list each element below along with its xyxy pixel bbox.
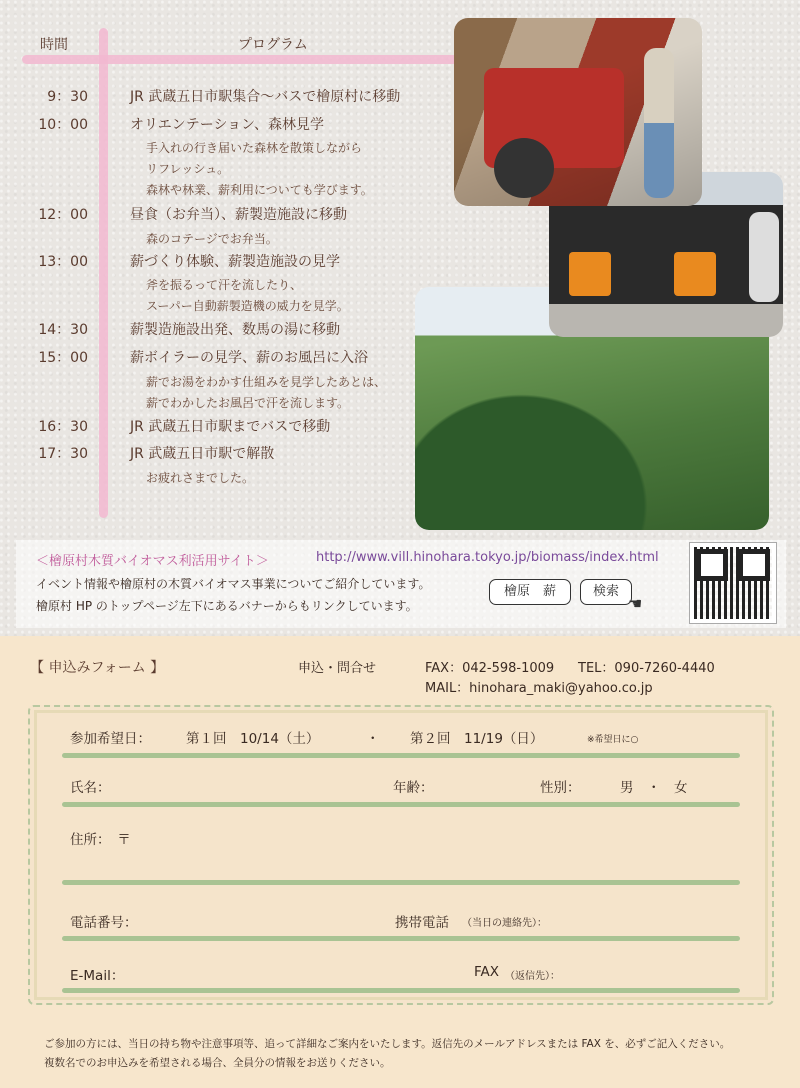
- program-cell: オリエンテーション、森林見学: [130, 117, 325, 133]
- website-url-link[interactable]: http://www.vill.hinohara.tokyo.jp/biomass/index.html: [316, 550, 659, 565]
- program-cell: JR 武蔵五日市駅までバスで移動: [130, 419, 331, 435]
- address-label: 住所： 〒: [70, 832, 131, 848]
- time-cell: 14：30: [38, 322, 88, 338]
- date-note: ※希望日に○: [587, 735, 639, 745]
- date-label: 参加希望日：: [70, 731, 151, 747]
- program-cell: 昼食（お弁当）、薪製造施設に移動: [130, 207, 347, 223]
- program-note: 森のコテージでお弁当。: [146, 232, 278, 246]
- program-note: スーパー自動薪製造機の威力を見学。: [146, 299, 349, 313]
- field-underline: [62, 753, 740, 758]
- contact-label: 申込・問合せ: [298, 661, 377, 676]
- time-cell: 13：00: [38, 254, 88, 270]
- tel-number: TEL：090-7260-4440: [578, 661, 715, 676]
- machine-wheel: [494, 138, 554, 198]
- program-cell: 薪ボイラーの見学、薪のお風呂に入浴: [130, 350, 368, 366]
- address-field[interactable]: [62, 880, 740, 885]
- water-tank: [749, 212, 779, 302]
- time-cell: 9：30: [47, 89, 88, 105]
- mobile-note: （当日の連絡先）：: [462, 918, 547, 929]
- time-cell: 12：00: [38, 207, 88, 223]
- program-note: リフレッシュ。: [146, 162, 230, 176]
- qr-code[interactable]: [690, 543, 776, 623]
- name-field[interactable]: [62, 802, 740, 807]
- program-note: お疲れさまでした。: [146, 471, 255, 485]
- program-cell: JR 武蔵五日市駅集合～バスで檜原村に移動: [130, 89, 401, 105]
- fax-number: FAX：042-598-1009: [425, 661, 555, 676]
- time-cell: 10：00: [38, 117, 88, 133]
- date-separator: ・: [366, 731, 380, 747]
- pointer-hand-icon: ☚: [628, 594, 643, 613]
- boiler-unit: [569, 252, 611, 296]
- website-title: ＜檜原村木質バイオマス利活用サイト＞: [36, 554, 269, 569]
- website-description: イベント情報や檜原村の木質バイオマス事業についてご紹介しています。: [36, 577, 431, 591]
- search-button[interactable]: 検索: [580, 579, 632, 605]
- date-option-2[interactable]: 第２回 11/19（日）: [410, 731, 544, 747]
- time-cell: 17：30: [38, 446, 88, 462]
- footer-note-2: 複数名でのお申込みを希望される場合、全員分の情報をお送りください。: [44, 1057, 391, 1069]
- gender-options[interactable]: 男 ・ 女: [620, 780, 688, 796]
- program-cell: JR 武蔵五日市駅で解散: [130, 446, 275, 462]
- wood-splitter-photo: [454, 18, 702, 206]
- time-header: 時間: [40, 37, 68, 53]
- program-note: 薪でお湯をわかす仕組みを見学したあとは、: [146, 375, 387, 389]
- email-label: E-Mail：: [70, 968, 125, 984]
- name-label: 氏名：: [70, 780, 111, 796]
- form-title: 【 申込みフォーム 】: [30, 660, 165, 676]
- worker-figure: [644, 48, 674, 198]
- footer-note-1: ご参加の方には、当日の持ち物や注意事項等、追って詳細なご案内をいたします。返信先のメールアドレスまたは FAX を、必ずご記入ください。: [44, 1038, 731, 1050]
- search-box[interactable]: 檜原 薪: [489, 579, 571, 605]
- mail-address: MAIL：hinohara_maki@yahoo.co.jp: [425, 681, 653, 696]
- program-note: 斧を振るって汗を流したり、: [146, 278, 303, 292]
- time-cell: 15：00: [38, 350, 88, 366]
- program-note: 森林や林業、薪利用についても学びます。: [146, 183, 373, 197]
- fax-label: FAX: [474, 964, 500, 980]
- fax-note: （返信先）：: [505, 971, 560, 982]
- program-cell: 薪製造施設出発、数馬の湯に移動: [130, 322, 340, 338]
- phone-label: 電話番号：: [70, 915, 138, 931]
- phone-field[interactable]: [62, 936, 740, 941]
- email-field[interactable]: [62, 988, 740, 993]
- gender-label: 性別：: [540, 780, 581, 796]
- program-note: 手入れの行き届いた森林を散策しながら: [146, 141, 363, 155]
- divider-vertical: [99, 28, 108, 518]
- date-option-1[interactable]: 第１回 10/14（土）: [186, 731, 320, 747]
- program-cell: 薪づくり体験、薪製造施設の見学: [130, 254, 340, 270]
- program-note: 薪でわかしたお風呂で汗を流します。: [146, 396, 350, 410]
- mobile-label: 携帯電話: [395, 915, 449, 931]
- divider-horizontal: [22, 55, 477, 64]
- age-label: 年齢：: [393, 780, 434, 796]
- boiler-unit: [674, 252, 716, 296]
- program-header: プログラム: [238, 37, 308, 53]
- time-cell: 16：30: [38, 419, 88, 435]
- website-link-note: 檜原村 HP のトップページ左下にあるバナーからもリンクしています。: [36, 599, 418, 613]
